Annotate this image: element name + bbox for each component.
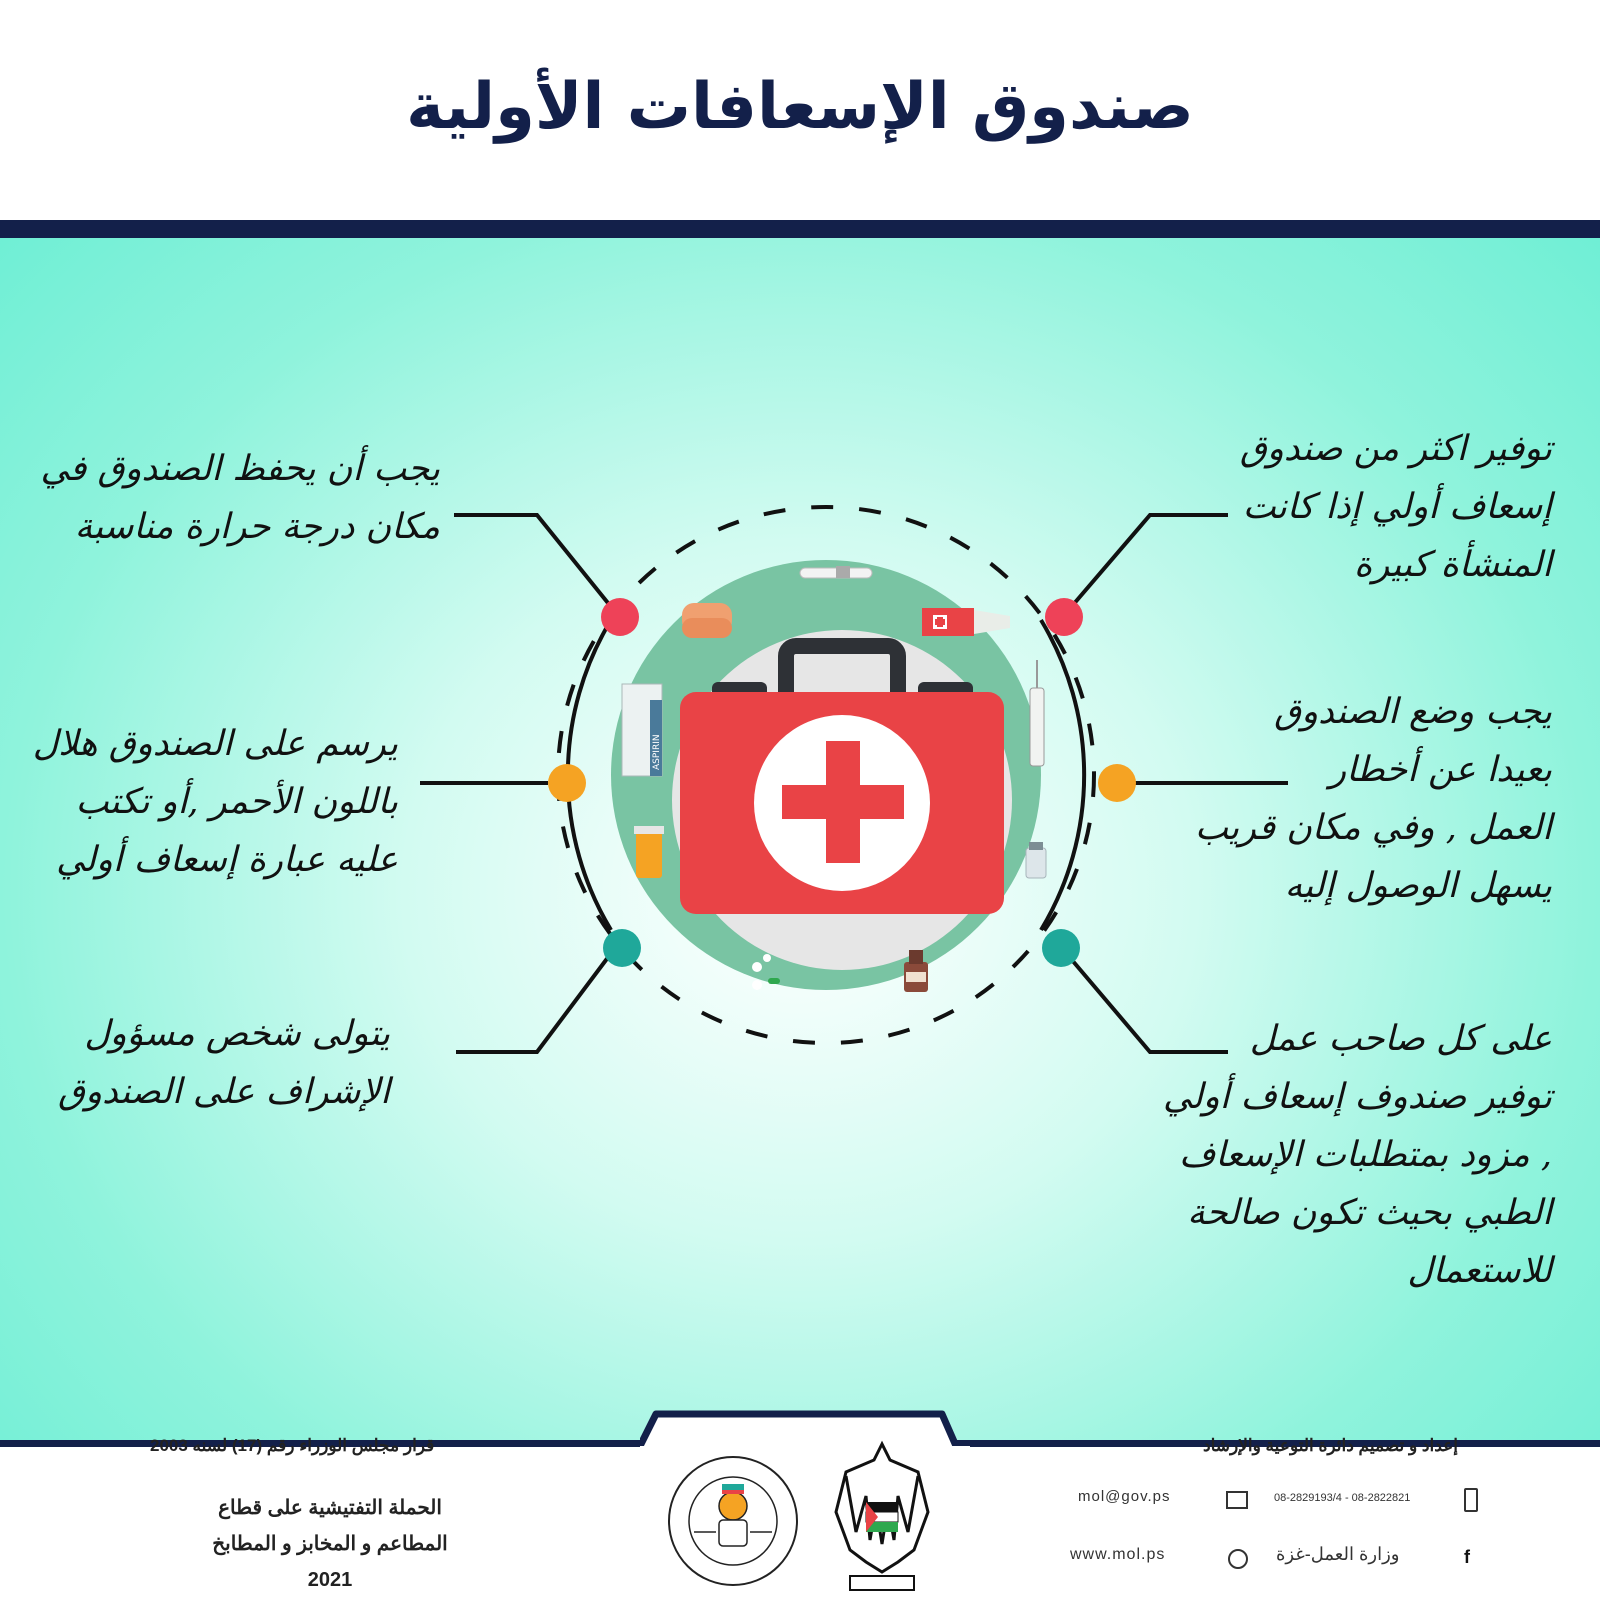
facebook-icon[interactable]: f bbox=[1464, 1547, 1470, 1567]
connector-left-bottom bbox=[456, 952, 612, 1052]
ointment-tube-icon bbox=[922, 608, 1010, 636]
note-left-middle bbox=[32, 715, 398, 889]
note-line: توفير اكثر من صندوق bbox=[1239, 429, 1552, 469]
campaign-line: الحملة التفتيشية على قطاع bbox=[218, 1497, 442, 1519]
connector-right-top bbox=[1066, 515, 1228, 613]
dot-right-middle bbox=[1098, 764, 1136, 802]
email-text[interactable]: mol@gov.ps bbox=[1078, 1488, 1171, 1505]
note-line: العمل , وفي مكان قريب bbox=[1194, 808, 1552, 848]
note-line: بعيدا عن أخطار bbox=[1329, 750, 1552, 790]
note-line: على كل صاحب عمل bbox=[1249, 1019, 1552, 1059]
syringe-icon bbox=[1030, 660, 1044, 766]
phone-icon bbox=[1464, 1488, 1478, 1512]
connector-left-top bbox=[454, 515, 612, 608]
note-line: عليه عبارة إسعاف أولي bbox=[56, 840, 398, 880]
prepared-by-text: إعداد و تصميم دائرة التوعية والإرشاد bbox=[1203, 1436, 1458, 1455]
note-line: توفير صندوف إسعاف أولي bbox=[1163, 1077, 1552, 1117]
note-line: يجب وضع الصندوق bbox=[1274, 692, 1552, 732]
note-line: إسعاف أولي إذا كانت bbox=[1242, 487, 1552, 527]
globe-icon bbox=[1228, 1549, 1248, 1569]
dot-left-top bbox=[601, 598, 639, 636]
note-line: مكان درجة حرارة مناسبة bbox=[74, 507, 440, 547]
website-text[interactable]: www.mol.ps bbox=[1070, 1546, 1166, 1563]
decision-text: قرار مجلس الوزراء رقم (17) لسنه 2003 bbox=[150, 1436, 435, 1455]
page-title: صندوق الإسعافات الأولية bbox=[406, 70, 1194, 144]
note-right-bottom bbox=[1163, 1010, 1552, 1300]
dot-right-bottom bbox=[1042, 929, 1080, 967]
ministry-text: وزارة العمل-غزة bbox=[1276, 1544, 1400, 1564]
dot-left-bottom bbox=[603, 929, 641, 967]
note-line: الطبي بحيث تكون صالحة bbox=[1187, 1193, 1552, 1233]
pill-bottle-icon bbox=[634, 826, 664, 878]
vial-icon bbox=[1026, 842, 1046, 878]
note-line: باللون الأحمر ,أو تكتب bbox=[75, 782, 398, 822]
campaign-line: المطاعم و المخابز و المطابخ bbox=[212, 1533, 448, 1555]
bandage-icon bbox=[682, 603, 732, 638]
header bbox=[0, 0, 1600, 220]
note-right-top bbox=[1240, 420, 1552, 594]
aspirin-box-icon bbox=[622, 684, 662, 776]
campaign-block bbox=[130, 1490, 530, 1598]
note-line: يتولى شخص مسؤول bbox=[84, 1014, 390, 1054]
thermometer-icon bbox=[800, 566, 872, 578]
header-rule bbox=[0, 220, 1600, 238]
campaign-year: 2021 bbox=[307, 1569, 353, 1591]
note-line: للاستعمال bbox=[1407, 1251, 1552, 1291]
right-arc bbox=[1041, 620, 1084, 930]
note-line: يرسم على الصندوق هلال bbox=[32, 724, 398, 764]
note-line: المنشأة كبيرة bbox=[1354, 545, 1552, 585]
email-icon bbox=[1226, 1491, 1248, 1509]
note-line: يجب أن يحفظ الصندوق في bbox=[40, 449, 440, 489]
inspection-seal-logo bbox=[664, 1452, 802, 1590]
note-left-top bbox=[40, 440, 440, 556]
note-line: يسهل الوصول إليه bbox=[1284, 866, 1552, 906]
note-right-middle bbox=[1195, 683, 1552, 915]
palestine-emblem-logo bbox=[826, 1432, 938, 1600]
dot-left-middle bbox=[548, 764, 586, 802]
note-line: , مزود بمتطلبات الإسعاف bbox=[1179, 1135, 1552, 1175]
note-left-bottom bbox=[58, 1005, 390, 1121]
phone-text: 08-2829193/4 - 08-2822821 bbox=[1274, 1492, 1411, 1504]
aspirin-label: ASPIRIN bbox=[652, 734, 662, 770]
note-line: الإشراف على الصندوق bbox=[58, 1072, 390, 1112]
dot-right-top bbox=[1045, 598, 1083, 636]
